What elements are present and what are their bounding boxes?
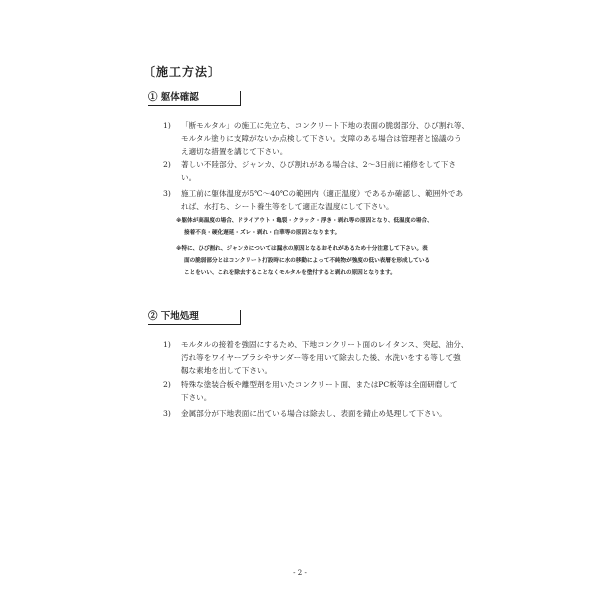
section-heading-substrate-treatment: ② 下地処理 xyxy=(148,310,241,325)
document-page: 〔施工方法〕 ① 躯体確認 1) 「断モルタル」の施工に先立ち、コンクリート下地の表面の脆弱部分、ひび割れ等、 モルタル塗りに支障がないか点検して下さい。支障のある場合は管理者と協議のう え適切な措置を講じて下さい。 2) 著しい不陸部分、ジャンカ、ひび割れがある場合は、2〜3日前に補修をして下さ い。 3) 施工前に躯体温度が5℃〜40℃の範囲内（適正温度）であるか確認し、範囲外であ れば、水打ち、シート養生等をして適正な温度にして下さい。 ※躯体が高温度の場合、ドライアウト・亀裂・クラック・浮き・剥れ等の原因となり、低温度の場合、 接着不良・硬化遅延・ズレ・剥れ・白華等の原因となります。 ※特に、ひび割れ、ジャンカについては漏水の原因となるおそれがあるため十分注意して下さい。表 面の脆弱部分とはコンクリート打設時に水の移動によって不純物が強度の低い表層を形成している ことをいい、これを除去することなくモルタルを塗付すると剥れの原因となります。 ② 下地処理 1) モルタルの接着を強固にするため、下地コンクリート面のレイタンス、突起、油分、 汚れ等をワイヤーブラシやサンダー等を用いて除去した後、水洗いをする等して強 靱な素地を出して下さい。 2) 特殊な塗装合板や離型剤を用いたコンクリート面、またはPC板等は全面研磨して 下さい。 3) 金属部分が下地表面に出ている場合は除去し、表面を錆止め処理して下さい。 - 2 - xyxy=(0,0,600,600)
page-title: 〔施工方法〕 xyxy=(143,65,222,79)
page-number: - 2 - xyxy=(293,569,307,577)
section-heading-structure-check: ① 躯体確認 xyxy=(148,91,241,106)
